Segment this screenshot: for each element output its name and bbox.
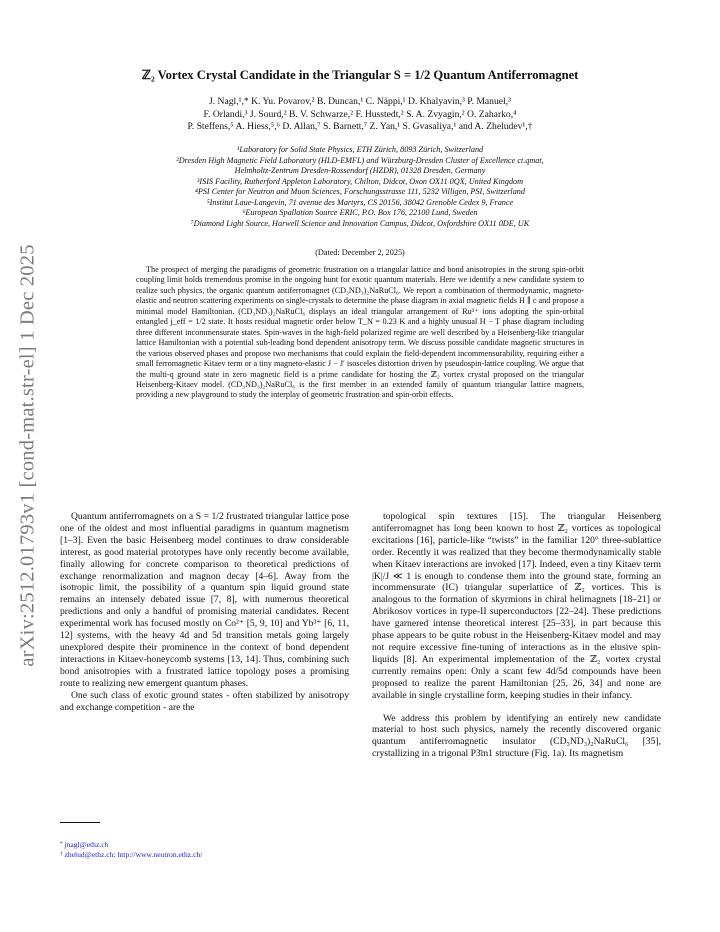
author-list — [80, 96, 640, 134]
body-paragraph: topological spin textures [15]. The triangular Heisenberg antiferromagnet has long been known to host ℤ₂ vortices as topological excitations [16], particle-like “twists” in the familiar 120° three-sublattice order. Recently it was realized that they become thermodynamically stable when Kitaev interactions are invoked [17]. Indeed, even a tiny Kitaev term |K|/J ≪ 1 is enough to condense them into the ground state, forming an incommensurate (IC) triangular superlattice of ℤ₂ vortices. This is analogous to the formation of skyrmions in chiral helimagnets [18–21] or Abrikosov vortices in type-II superconductors [22–24]. These predictions have garnered intense theoretical interest [25–33], in part because this phase appears to be quite robust in the Heisenberg-Kitaev model and may not require excessive fine-tuning of interactions as in the elusive spin-liquids [8]. An experimental implementation of the ℤ₂ vortex crystal currently remains open: Only a scant few 4d/5d compounds have been proposed to realize the parent Hamiltonian [25, 26, 34] and none are available in single crystalline form, keeping studies in their infancy. — [372, 511, 661, 701]
right-column — [372, 511, 661, 760]
affiliation: ²Dresden High Magnetic Field Laboratory (HLD-EMFL) and Würzburg-Dresden Cluster of Excellence ct.qmat, — [176, 155, 544, 165]
footnote-mark: † — [60, 851, 63, 858]
arxiv-identifier: arXiv:2512.01793v1 [cond-mat.str-el] 1 Dec 2025 — [16, 243, 39, 667]
author-line: J. Nagl,¹,* K. Yu. Povarov,² B. Duncan,¹ C. Näppi,¹ D. Khalyavin,³ P. Manuel,³ — [209, 96, 511, 107]
left-column — [60, 511, 349, 713]
affiliation: Helmholtz-Zentrum Dresden-Rossendorf (HZDR), 01328 Dresden, Germany — [234, 166, 486, 175]
footnote-divider — [60, 822, 100, 823]
paper-title: ℤ₂ Vortex Crystal Candidate in the Triangular S = 1/2 Quantum Antiferromagnet — [141, 68, 579, 82]
arxiv-stamp — [14, 243, 42, 667]
author-line: P. Steffens,⁵ A. Hiess,⁵,⁶ D. Allan,⁷ S. Barnett,⁷ Z. Yan,¹ S. Gvasaliya,¹ and A. Zheludev¹,† — [187, 121, 533, 133]
footnote-email-nagl — [60, 840, 349, 850]
abstract — [136, 265, 584, 401]
body-paragraph: One such class of exotic ground states - often stabilized by anisotropy and exchange competition - are the — [60, 689, 349, 713]
affiliation: ¹Laboratory for Solid State Physics, ETH Zürich, 8093 Zürich, Switzerland — [236, 145, 484, 154]
affiliation: ⁴PSI Center for Neutron and Muon Sciences, Forschungsstrasse 111, 5232 Villigen, PSI, Switzerland — [194, 187, 525, 196]
date-line: (Dated: December 2, 2025) — [315, 248, 405, 257]
email-link[interactable]: jnagl@ethz.ch — [64, 840, 109, 849]
affiliation: ⁶European Spallation Source ERIC, P.O. Box 176, 22100 Lund, Sweden — [242, 208, 478, 217]
body-paragraph: Quantum antiferromagnets on a S = 1/2 frustrated triangular lattice pose one of the oldest and most influential paradigms in quantum magnetism [1–3]. Even the basic Heisenberg model continues to draw considerable interest, as good material prototypes have only recently become available, finally allowing for concrete comparison to theoretical predictions of exchange renormalization and magnon decay [4–6]. Away from the isotropic limit, the possibility of a quantum spin liquid ground state remains an intensely debated issue [7, 8], with numerous theoretical predictions and only a handful of promising material candidates. Recent experimental work has focused mostly on Co²⁺ [5, 9, 10] and Yb³⁺ [6, 11, 12] systems, with the heavy 4d and 5d transition metals going largely unexplored despite their prominence in the context of bond dependent interactions in Kitaev-honeycomb systems [13, 14]. Thus, combining such bond anisotropies with a frustrated lattice topology poses a promising route to realizing new emergent quantum phases. — [60, 511, 349, 689]
affiliation: ⁷Diamond Light Source, Harwell Science and Innovation Campus, Didcot, Oxfordshire OX11 0DE, UK — [190, 218, 530, 228]
email-and-web-link[interactable]: zhelud@ethz.ch; http://www.neutron.ethz.ch/ — [64, 850, 203, 859]
author-line: F. Orlandi,³ J. Sourd,² B. V. Schwarze,² F. Husstedt,² S. A. Zvyagin,² O. Zaharko,⁴ — [203, 108, 517, 120]
body-paragraph: We address this problem by identifying an entirely new candidate material to host such physics, namely the recently discovered organic quantum antiferromagnetic insulator (CD₃ND₃)₂NaRuCl₆ [35], crystallizing in a trigonal P3̄m1 structure (Fig. 1a). Its magnetism — [372, 712, 661, 760]
affiliation: ⁵Institut Laue-Langevin, 71 avenue des Martyrs, CS 20156, 38042 Grenoble Cedex 9, France — [206, 197, 514, 207]
affiliation-list — [70, 145, 650, 229]
footnote-mark: * — [60, 841, 63, 848]
footnote-email-zheludev — [60, 850, 349, 860]
abstract-text: The prospect of merging the paradigms of geometric frustration on a triangular lattice and bond anisotropies in the strong spin-orbit coupling limit holds tremendous promise in the ongoing hunt for exotic quantum materials. Here we identify a new candidate system to realize such physics, the organic quantum antiferromagnet (CD₃ND₃)₂NaRuCl₆. We report a combination of thermodynamic, magneto-elastic and neutron scattering experiments on single-crystals to determine the phase diagram in axial magnetic fields H ∥ c and propose a minimal model Hamiltonian. (CD₃ND₃)₂NaRuCl₆ displays an ideal triangular arrangement of Ru³⁺ ions adopting the spin-orbital entangled j_eff = 1/2 state. It hosts residual magnetic order below T_N = 0.23 K and a highly unusual H − T phase diagram including three different incommensurate states. Spin-waves in the high-field polarized regime are well described by a Heisenberg-like triangular lattice Hamiltonian with a potential sub-leading bond dependent anisotropy term. We discuss possible candidate magnetic structures in the various observed phases and propose two mechanisms that could explain the field-dependent incommensurability, requiring either a small ferromagnetic Kitaev term or a tiny magneto-elastic J − J′ isosceles distortion driven by pseudospin-lattice coupling. We argue that the multi-q ground state in zero magnetic field is a prime candidate for hosting the ℤ₂ vortex crystal proposed on the triangular Heisenberg-Kitaev model. (CD₃ND₃)₂NaRuCl₆ is the first member in an extended family of quantum triangular lattice magnets, providing a new playground to study the interplay of geometric frustration and spin-orbit effects. — [136, 265, 584, 400]
affiliation: ³ISIS Facility, Rutherford Appleton Laboratory, Chilton, Didcot, Oxon OX11 0QX, United Kingdom — [196, 176, 524, 186]
footnotes — [60, 840, 349, 860]
